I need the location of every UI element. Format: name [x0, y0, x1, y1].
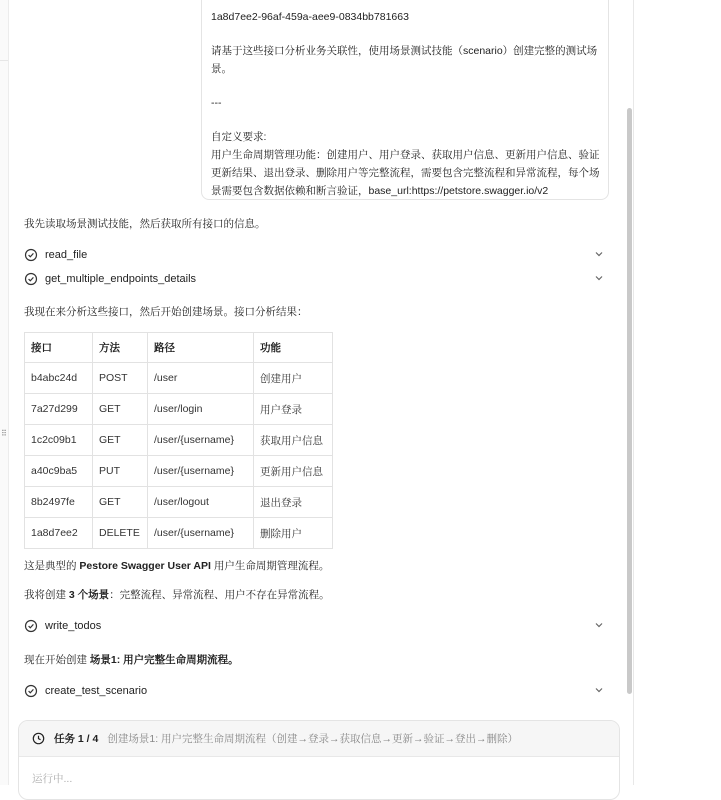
- table-header-row: [25, 333, 333, 363]
- custom-requirement-label: 自定义要求:: [211, 131, 267, 143]
- table-row: [25, 487, 333, 518]
- task-progress-card: [18, 720, 620, 800]
- summary-bold: Pestore Swagger User API: [79, 560, 211, 572]
- task-description: 创建场景1: 用户完整生命周期流程（创建→登录→获取信息→更新→验证→登出→删除）: [107, 733, 519, 745]
- check-circle-icon: [24, 272, 38, 286]
- table-cell: 1c2c09b1: [25, 425, 93, 456]
- table-row: [25, 394, 333, 425]
- endpoint-id-line: 1a8d7ee2-96af-459a-aee9-0834bb781663: [211, 11, 409, 23]
- table-cell: /user/login: [148, 394, 254, 425]
- create-text: [24, 652, 239, 667]
- table-cell: 退出登录: [254, 487, 333, 518]
- table-row: [25, 456, 333, 487]
- summary-prefix: 这是典型的: [24, 560, 80, 572]
- tool-name: create_test_scenario: [45, 685, 148, 697]
- check-circle-icon: [24, 684, 38, 698]
- tool-call-create-test-scenario[interactable]: [24, 681, 606, 701]
- task-status: 运行中...: [32, 773, 73, 785]
- tool-call-get-multiple-endpoints-details[interactable]: [24, 269, 606, 289]
- plan-prefix: 我将创建: [24, 589, 69, 601]
- check-circle-icon: [24, 619, 38, 633]
- tool-name: write_todos: [45, 620, 102, 632]
- plan-text: [24, 587, 330, 602]
- tool-name: read_file: [45, 249, 88, 261]
- table-cell: 7a27d299: [25, 394, 93, 425]
- endpoint-table: [24, 332, 333, 549]
- summary-suffix: 用户生命周期管理流程。: [210, 560, 330, 572]
- table-row: [25, 363, 333, 394]
- summary-text: [24, 558, 329, 573]
- table-cell: POST: [93, 363, 148, 394]
- table-cell: a40c9ba5: [25, 456, 93, 487]
- instruction-text: 请基于这些接口分析业务关联性，使用场景测试技能（scenario）创建完整的测试场景。: [211, 45, 598, 75]
- column-header: 方法: [93, 333, 148, 363]
- resize-handle-icon[interactable]: ⠿: [1, 429, 6, 438]
- table-cell: 8b2497fe: [25, 487, 93, 518]
- chevron-down-icon[interactable]: [594, 685, 604, 695]
- table-cell: DELETE: [93, 518, 148, 549]
- clock-icon: [32, 732, 45, 745]
- custom-requirement-text: 用户生命周期管理功能：创建用户、用户登录、获取用户信息、更新用户信息、验证更新结果、退出登录、删除用户等完整流程，需要包含完整流程和异常流程，每个场景需要包含数据依赖和断言验证，base_url:https://petstore.swagger.io/v2: [211, 149, 600, 197]
- create-prefix: 现在开始创建: [24, 654, 90, 666]
- create-bold: 场景1: 用户完整生命周期流程。: [89, 654, 239, 666]
- table-cell: 1a8d7ee2: [25, 518, 93, 549]
- user-message-bubble: [201, 0, 609, 200]
- chevron-down-icon[interactable]: [594, 249, 604, 259]
- table-cell: 获取用户信息: [254, 425, 333, 456]
- gutter-divider: [0, 60, 8, 61]
- table-cell: /user: [148, 363, 254, 394]
- table-cell: GET: [93, 487, 148, 518]
- table-row: [25, 425, 333, 456]
- table-cell: /user/{username}: [148, 518, 254, 549]
- column-header: 功能: [254, 333, 333, 363]
- plan-suffix: ：完整流程、异常流程、用户不存在异常流程。: [109, 589, 330, 601]
- tool-call-read-file[interactable]: [24, 245, 606, 265]
- table-cell: 删除用户: [254, 518, 333, 549]
- check-circle-icon: [24, 248, 38, 262]
- task-header[interactable]: [19, 721, 619, 757]
- assistant-intro: 我先读取场景测试技能，然后获取所有接口的信息。: [24, 218, 266, 230]
- column-header: 路径: [148, 333, 254, 363]
- table-cell: 更新用户信息: [254, 456, 333, 487]
- table-cell: /user/{username}: [148, 425, 254, 456]
- divider-text: ---: [211, 97, 222, 109]
- table-cell: PUT: [93, 456, 148, 487]
- table-cell: GET: [93, 425, 148, 456]
- right-panel: [633, 0, 721, 785]
- task-counter: 任务 1 / 4: [54, 733, 99, 745]
- table-cell: b4abc24d: [25, 363, 93, 394]
- tool-name: get_multiple_endpoints_details: [45, 273, 197, 285]
- table-cell: /user/{username}: [148, 456, 254, 487]
- left-gutter: [0, 0, 9, 785]
- analysis-intro: 我现在来分析这些接口，然后开始创建场景。接口分析结果：: [24, 306, 308, 318]
- scrollbar-thumb[interactable]: [627, 108, 632, 694]
- chevron-down-icon[interactable]: [594, 620, 604, 630]
- table-cell: GET: [93, 394, 148, 425]
- table-cell: 创建用户: [254, 363, 333, 394]
- plan-bold: 3 个场景: [68, 589, 110, 601]
- column-header: 接口: [25, 333, 93, 363]
- table-cell: /user/logout: [148, 487, 254, 518]
- chevron-down-icon[interactable]: [594, 273, 604, 283]
- tool-call-write-todos[interactable]: [24, 616, 606, 636]
- table-row: [25, 518, 333, 549]
- table-cell: 用户登录: [254, 394, 333, 425]
